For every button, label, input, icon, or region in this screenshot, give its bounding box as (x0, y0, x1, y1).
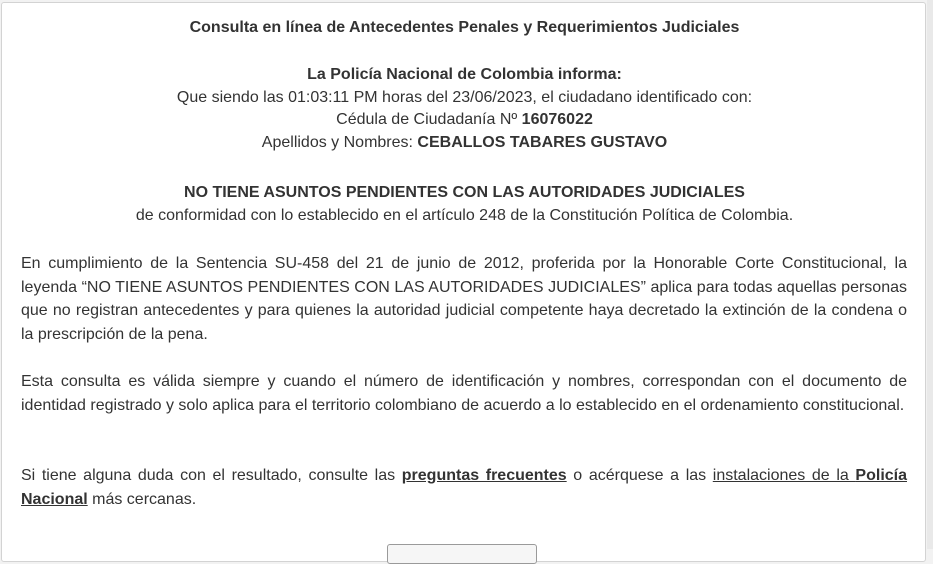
page-scrollbar-track[interactable] (927, 0, 933, 549)
help-text-middle: o acérquese a las (566, 467, 713, 484)
info-intro: La Policía Nacional de Colombia informa: (307, 66, 622, 83)
status-result (2, 182, 927, 227)
citizen-info (2, 64, 927, 154)
status-headline: NO TIENE ASUNTOS PENDIENTES CON LAS AUTORIDADES JUDICIALES (184, 184, 745, 201)
page-title: Consulta en línea de Antecedentes Penales y Requerimientos Judiciales (189, 19, 740, 36)
status-subline: de conformidad con lo establecido en el artículo 248 de la Constitución Política de Colombia. (135, 206, 794, 224)
sentencia-paragraph: En cumplimiento de la Sentencia SU-458 del 21 de junio de 2012, proferida por la Honorable Corte Constitucional, la leyenda “NO TIENE ASUNTOS PENDIENTES CON LAS AUTORIDADES JUDICIALES” aplica para todas aquellas personas que no registran antecedentes y para quienes la autoridad judicial competente haya decretado la extinción de la condena o la prescripción de la pena. (21, 255, 907, 343)
bottom-button[interactable] (387, 544, 537, 564)
id-number: 16076022 (521, 111, 593, 128)
id-label: Cédula de Ciudadanía Nº (336, 111, 522, 128)
faq-link[interactable]: preguntas frecuentes (401, 467, 567, 484)
id-line (2, 109, 927, 132)
installations-link-bold: Policía Nacional (21, 467, 907, 508)
installations-link-text: instalaciones de la (712, 467, 856, 484)
validity-paragraph: Esta consulta es válida siempre y cuando el número de identificación y nombres, correspondan con el documento de identidad registrado y solo aplica para el territorio colombiano de acuerdo a lo establecido en el ordenamiento constitucional. (21, 373, 907, 414)
query-timestamp-line: Que siendo las 01:03:11 PM horas del 23/06/2023, el ciudadano identificado con: (176, 88, 753, 106)
results-panel (1, 2, 926, 562)
name-line (2, 132, 927, 155)
help-text-prefix: Si tiene alguna duda con el resultado, consulte las (21, 467, 402, 484)
help-paragraph (21, 464, 907, 511)
help-text-suffix: más cercanas. (87, 490, 197, 508)
name-label: Apellidos y Nombres: (261, 133, 418, 151)
citizen-name: CEBALLOS TABARES GUSTAVO (417, 133, 668, 151)
